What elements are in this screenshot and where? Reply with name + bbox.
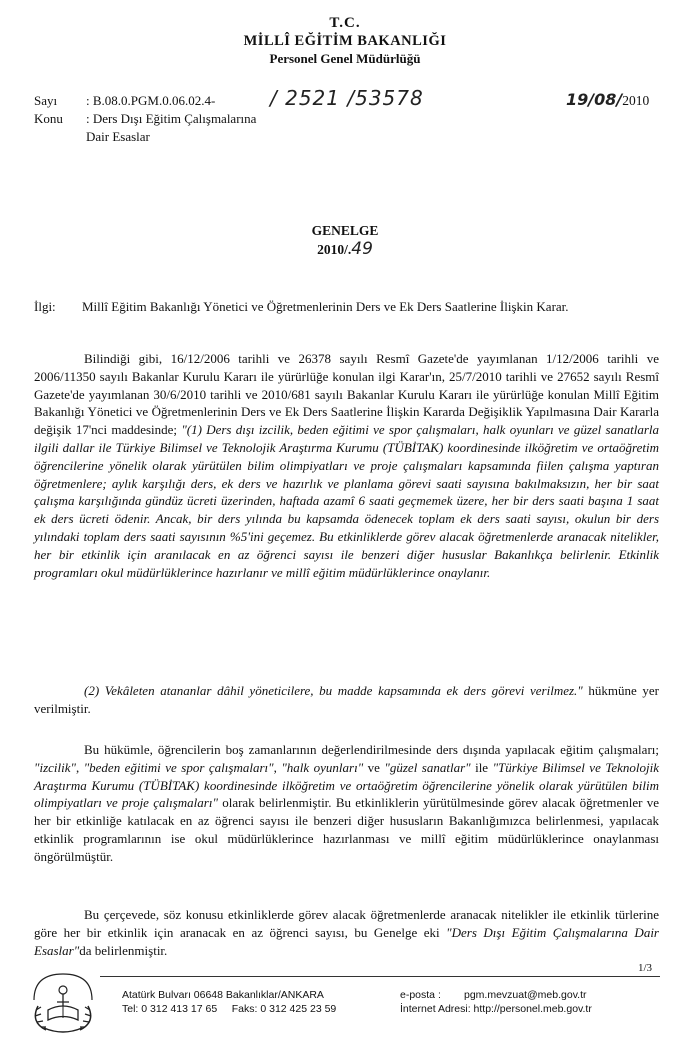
paragraph-3-text: ve — [363, 759, 385, 775]
header-ministry: MİLLÎ EĞİTİM BAKANLIĞI — [243, 33, 447, 49]
header-tc: T.C. — [329, 15, 361, 31]
paragraph-3-term: "güzel sanatlar" — [384, 759, 471, 775]
date-month-handwritten: /08/ — [588, 90, 623, 109]
reference — [34, 298, 659, 316]
header-department: Personel Genel Müdürlüğü — [269, 51, 421, 66]
konu-label: Konu — [34, 111, 63, 126]
paragraph-3-term: "halk oyunları" — [281, 759, 364, 775]
paragraph-3 — [34, 741, 659, 866]
footer-phone-fax — [122, 1002, 336, 1016]
footer-contact-left — [122, 988, 336, 1016]
footer-phone: Tel: 0 312 413 17 65 — [122, 1003, 218, 1015]
footer-contact-right — [400, 988, 592, 1016]
paragraph-3-text: Bu hükümle, öğrencilerin boş zamanlarının değerlendirilmesinde ders dışında yapılacak eğitim çalışmaları; — [84, 742, 659, 757]
circular-heading — [0, 222, 690, 259]
page-number: 1/3 — [638, 962, 653, 974]
date-year: 2010 — [622, 93, 650, 108]
reference-label: İlgi: — [34, 299, 56, 314]
paragraph-3-text: , — [273, 759, 282, 775]
paragraph-3-text: , — [75, 759, 84, 775]
footer-fax: Faks: 0 312 425 23 59 — [231, 1003, 337, 1015]
footer-email-row — [400, 988, 592, 1002]
paragraph-4-text: Bu çerçevede, söz konusu etkinliklerde görev alacak öğretmenlerde aranacak nitelikler ile etkinlik türlerine göre her bir etkinlik için aranacak en az öğrenci sayısı, bu Genelge eki — [34, 907, 659, 940]
footer-email-link[interactable]: pgm.mevzuat@meb.gov.tr — [464, 989, 587, 1001]
date-day-handwritten: 19 — [566, 90, 589, 109]
paragraph-4-text: da belirlenmiştir. — [79, 942, 168, 958]
sayi-label: Sayı — [34, 93, 58, 108]
footer-web-link[interactable]: http://personel.meb.gov.tr — [473, 1003, 592, 1015]
letterhead — [0, 14, 690, 68]
paragraph-3-term: "beden eğitimi ve spor çalışmaları" — [83, 759, 274, 775]
konu-value-line2: Dair Esaslar — [86, 129, 150, 144]
footer-email-label: e-posta : — [400, 989, 441, 1001]
circular-number-prefix: 2010/. — [317, 242, 352, 257]
paragraph-3-term: "izcilik" — [34, 759, 76, 775]
document-meta — [34, 92, 256, 146]
paragraph-4 — [34, 906, 659, 959]
paragraph-3-term: "Türkiye Bilimsel ve Teknolojik Araştırma Kurumu (TÜBİTAK) koordinesinde ilköğretim ve ortaöğretim öğrencilerine yönelik olarak yürütülen bilim olimpiyatları ve proje çalışmaları" — [34, 759, 660, 811]
circular-number-handwritten: 49 — [351, 239, 373, 259]
footer-web-label: İnternet Adresi: — [400, 1003, 471, 1015]
paragraph-1-quote: "(1) Ders dışı izcilik, beden eğitimi ve spor çalışmaları, halk oyunları ve güzel sanatlarla ilgili dallar ile Türkiye Bilimsel ve Teknolojik Araştırma Kurumu (TÜBİTAK) koordinesinde ilköğretim ve ortaöğretim öğrencilerine yönelik olarak yürütülen bilim olimpiyatları ve proje çalışmaları kapsamında fiilen çalışma yaptıran öğretmenlere; aylık karşılığı ders, ek ders ve hazırlık ve planlama görevi saati sayısına bakılmaksızın, her bir saat çalışma karşılığında gündüz ücreti üzerinden, haftada azamî 6 saati geçmemek üzere, her bir ders saati başına 1 saat ek ders ücreti ödenir. Ancak, bir ders yılında bu kapsamda ödenecek toplam ek ders saati sayısı, okulun bir ders yılındaki toplam ders saati sayısının %5'ini geçemez. Bu etkinliklerde görev alacak öğretmenlerde aranacak nitelikler, her bir etkinlik için aranılacak en az öğrenci sayısı ile benzeri diğer hususlar Bakanlıkça belirlenir. Etkinlik programları okul müdürlüklerince hazırlanır ve millî eğitim müdürlüklerince onaylanır. — [34, 422, 659, 580]
paragraph-2 — [34, 682, 659, 718]
konu-row — [34, 110, 256, 128]
sayi-handwritten-number: / 2521 /53578 — [270, 86, 424, 110]
footer-address: Atatürk Bulvarı 06648 Bakanlıklar/ANKARA — [122, 989, 324, 1001]
paragraph-1 — [34, 350, 659, 581]
paragraph-1-intro: Bilindiği gibi, 16/12/2006 tarihli ve 26378 sayılı Resmî Gazete'de yayımlanan 1/12/2006 tarihli ve 2006/11350 sayılı Bakanlar Kurulu Kararı ile yürürlüğe konulan ilgi Karar'ın, 25/7/2010 tarihli ve 27652 sayılı Resmî Gazete'de yayımlanan 30/6/2010 tarihli ve 2010/681 sayılı Bakanlar Kurulu Kararı ile yürürlüğe konulan Millî Eğitim Bakanlığı Yönetici ve Öğretmenlerinin Ders ve Ek Ders Saatlerine İlişkin Kararda Değişiklik Yapılmasına Dair Kararla değişik 17'nci maddesinde; — [34, 351, 659, 438]
konu-value: : Ders Dışı Eğitim Çalışmalarına — [86, 111, 257, 126]
paragraph-3-text: olarak belirlenmiştir. Bu etkinliklerin yürütülmesinde görev alacak öğretmenler ve her bir etkinliğe katılacak en az öğrenci sayısı ile benzeri diğer hususların Bakanlığımızca belirlenmesi, yapılacak etkinlik programlarının ise okul müdürlüklerince hazırlanması ve millî eğitim müdürlüklerince onaylanması öngörülmüştür. — [34, 795, 659, 864]
footer-divider — [100, 976, 660, 977]
ministry-logo-icon — [24, 966, 102, 1038]
paragraph-3-text: ile — [470, 759, 493, 775]
reference-text: Millî Eğitim Bakanlığı Yönetici ve Öğretmenlerinin Ders ve Ek Ders Saatlerine İlişkin Karar. — [82, 299, 569, 314]
document-date — [566, 90, 649, 109]
sayi-value: : B.08.0.PGM.0.06.02.4- — [86, 93, 216, 108]
paragraph-4-annex-title: "Ders Dışı Eğitim Çalışmalarına Dair Esaslar" — [34, 924, 659, 958]
footer-web-row — [400, 1002, 592, 1016]
sayi-row — [34, 92, 256, 110]
paragraph-2-tail: hükmüne yer verilmiştir. — [34, 683, 659, 716]
paragraph-2-quote: (2) Vekâleten atananlar dâhil yöneticilere, bu madde kapsamında ek ders görevi verilmez." — [84, 683, 583, 698]
circular-title: GENELGE — [311, 223, 379, 238]
circular-number — [0, 240, 690, 259]
